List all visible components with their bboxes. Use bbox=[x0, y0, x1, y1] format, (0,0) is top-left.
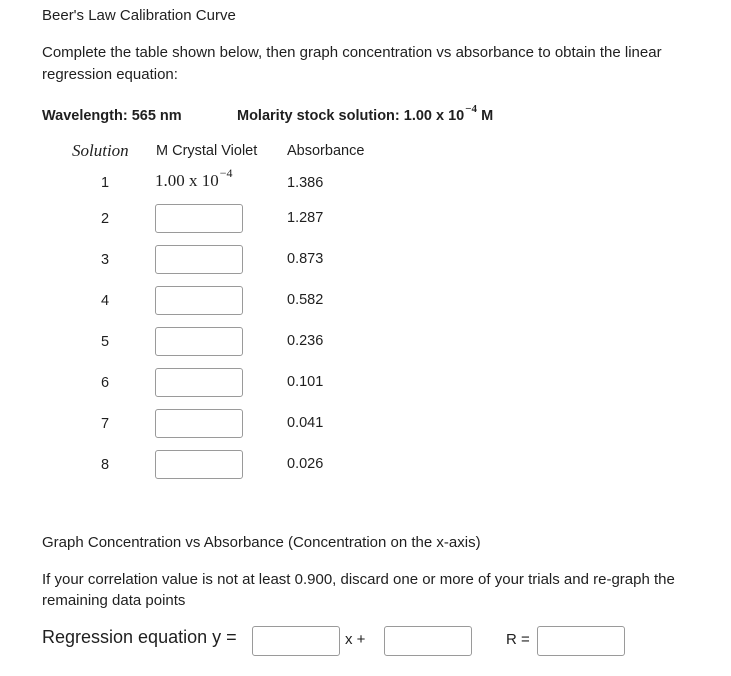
intercept-input[interactable] bbox=[384, 626, 472, 656]
concentration-input-6[interactable] bbox=[155, 368, 243, 397]
concentration-mantissa: 1.00 x 10 bbox=[155, 171, 219, 190]
stock-molarity-text: Molarity stock solution: 1.00 x 10 bbox=[237, 108, 465, 124]
wavelength-label: Wavelength: 565 nm bbox=[42, 108, 182, 124]
graph-instruction: Graph Concentration vs Absorbance (Concentration on the x-axis) bbox=[42, 534, 481, 551]
solution-number: 5 bbox=[100, 334, 110, 350]
concentration-input-3[interactable] bbox=[155, 245, 243, 274]
header-molarity: M Crystal Violet bbox=[156, 143, 258, 159]
header-solution: Solution bbox=[72, 141, 129, 160]
absorbance-value: 1.287 bbox=[287, 210, 324, 226]
instructions-text: Complete the table shown below, then graph concentration vs absorbance to obtain the linear regression equation: bbox=[42, 44, 662, 83]
solution-number: 7 bbox=[100, 416, 110, 432]
solution-number: 4 bbox=[100, 293, 110, 309]
absorbance-value: 0.041 bbox=[287, 415, 324, 431]
x-plus-label: x + bbox=[345, 631, 366, 648]
concentration-input-8[interactable] bbox=[155, 450, 243, 479]
absorbance-value: 0.026 bbox=[287, 456, 324, 472]
solution-number: 3 bbox=[100, 252, 110, 268]
concentration-exponent: −4 bbox=[219, 166, 233, 180]
slope-input[interactable] bbox=[252, 626, 340, 656]
absorbance-value: 0.873 bbox=[287, 251, 324, 267]
absorbance-value: 0.101 bbox=[287, 374, 324, 390]
concentration-input-5[interactable] bbox=[155, 327, 243, 356]
absorbance-value: 1.386 bbox=[287, 175, 324, 191]
page-title: Beer's Law Calibration Curve bbox=[42, 7, 236, 24]
stock-molarity-exponent: −4 bbox=[465, 103, 478, 115]
r-label: R = bbox=[506, 631, 530, 648]
header-absorbance: Absorbance bbox=[287, 143, 365, 159]
solution-number: 2 bbox=[100, 211, 110, 227]
concentration-input-7[interactable] bbox=[155, 409, 243, 438]
stock-molarity-unit: M bbox=[481, 108, 494, 124]
regression-equation-label: Regression equation y = bbox=[42, 627, 237, 647]
correlation-note: If your correlation value is not at least 0.900, discard one or more of your trials and re-graph the remaining data points bbox=[42, 571, 675, 609]
stock-molarity-label bbox=[237, 103, 494, 124]
absorbance-value: 0.582 bbox=[287, 292, 324, 308]
concentration-value-1 bbox=[155, 166, 233, 191]
concentration-input-2[interactable] bbox=[155, 204, 243, 233]
concentration-input-4[interactable] bbox=[155, 286, 243, 315]
solution-number: 8 bbox=[100, 457, 110, 473]
solution-number: 6 bbox=[100, 375, 110, 391]
absorbance-value: 0.236 bbox=[287, 333, 324, 349]
solution-number: 1 bbox=[100, 175, 110, 191]
r-value-input[interactable] bbox=[537, 626, 625, 656]
